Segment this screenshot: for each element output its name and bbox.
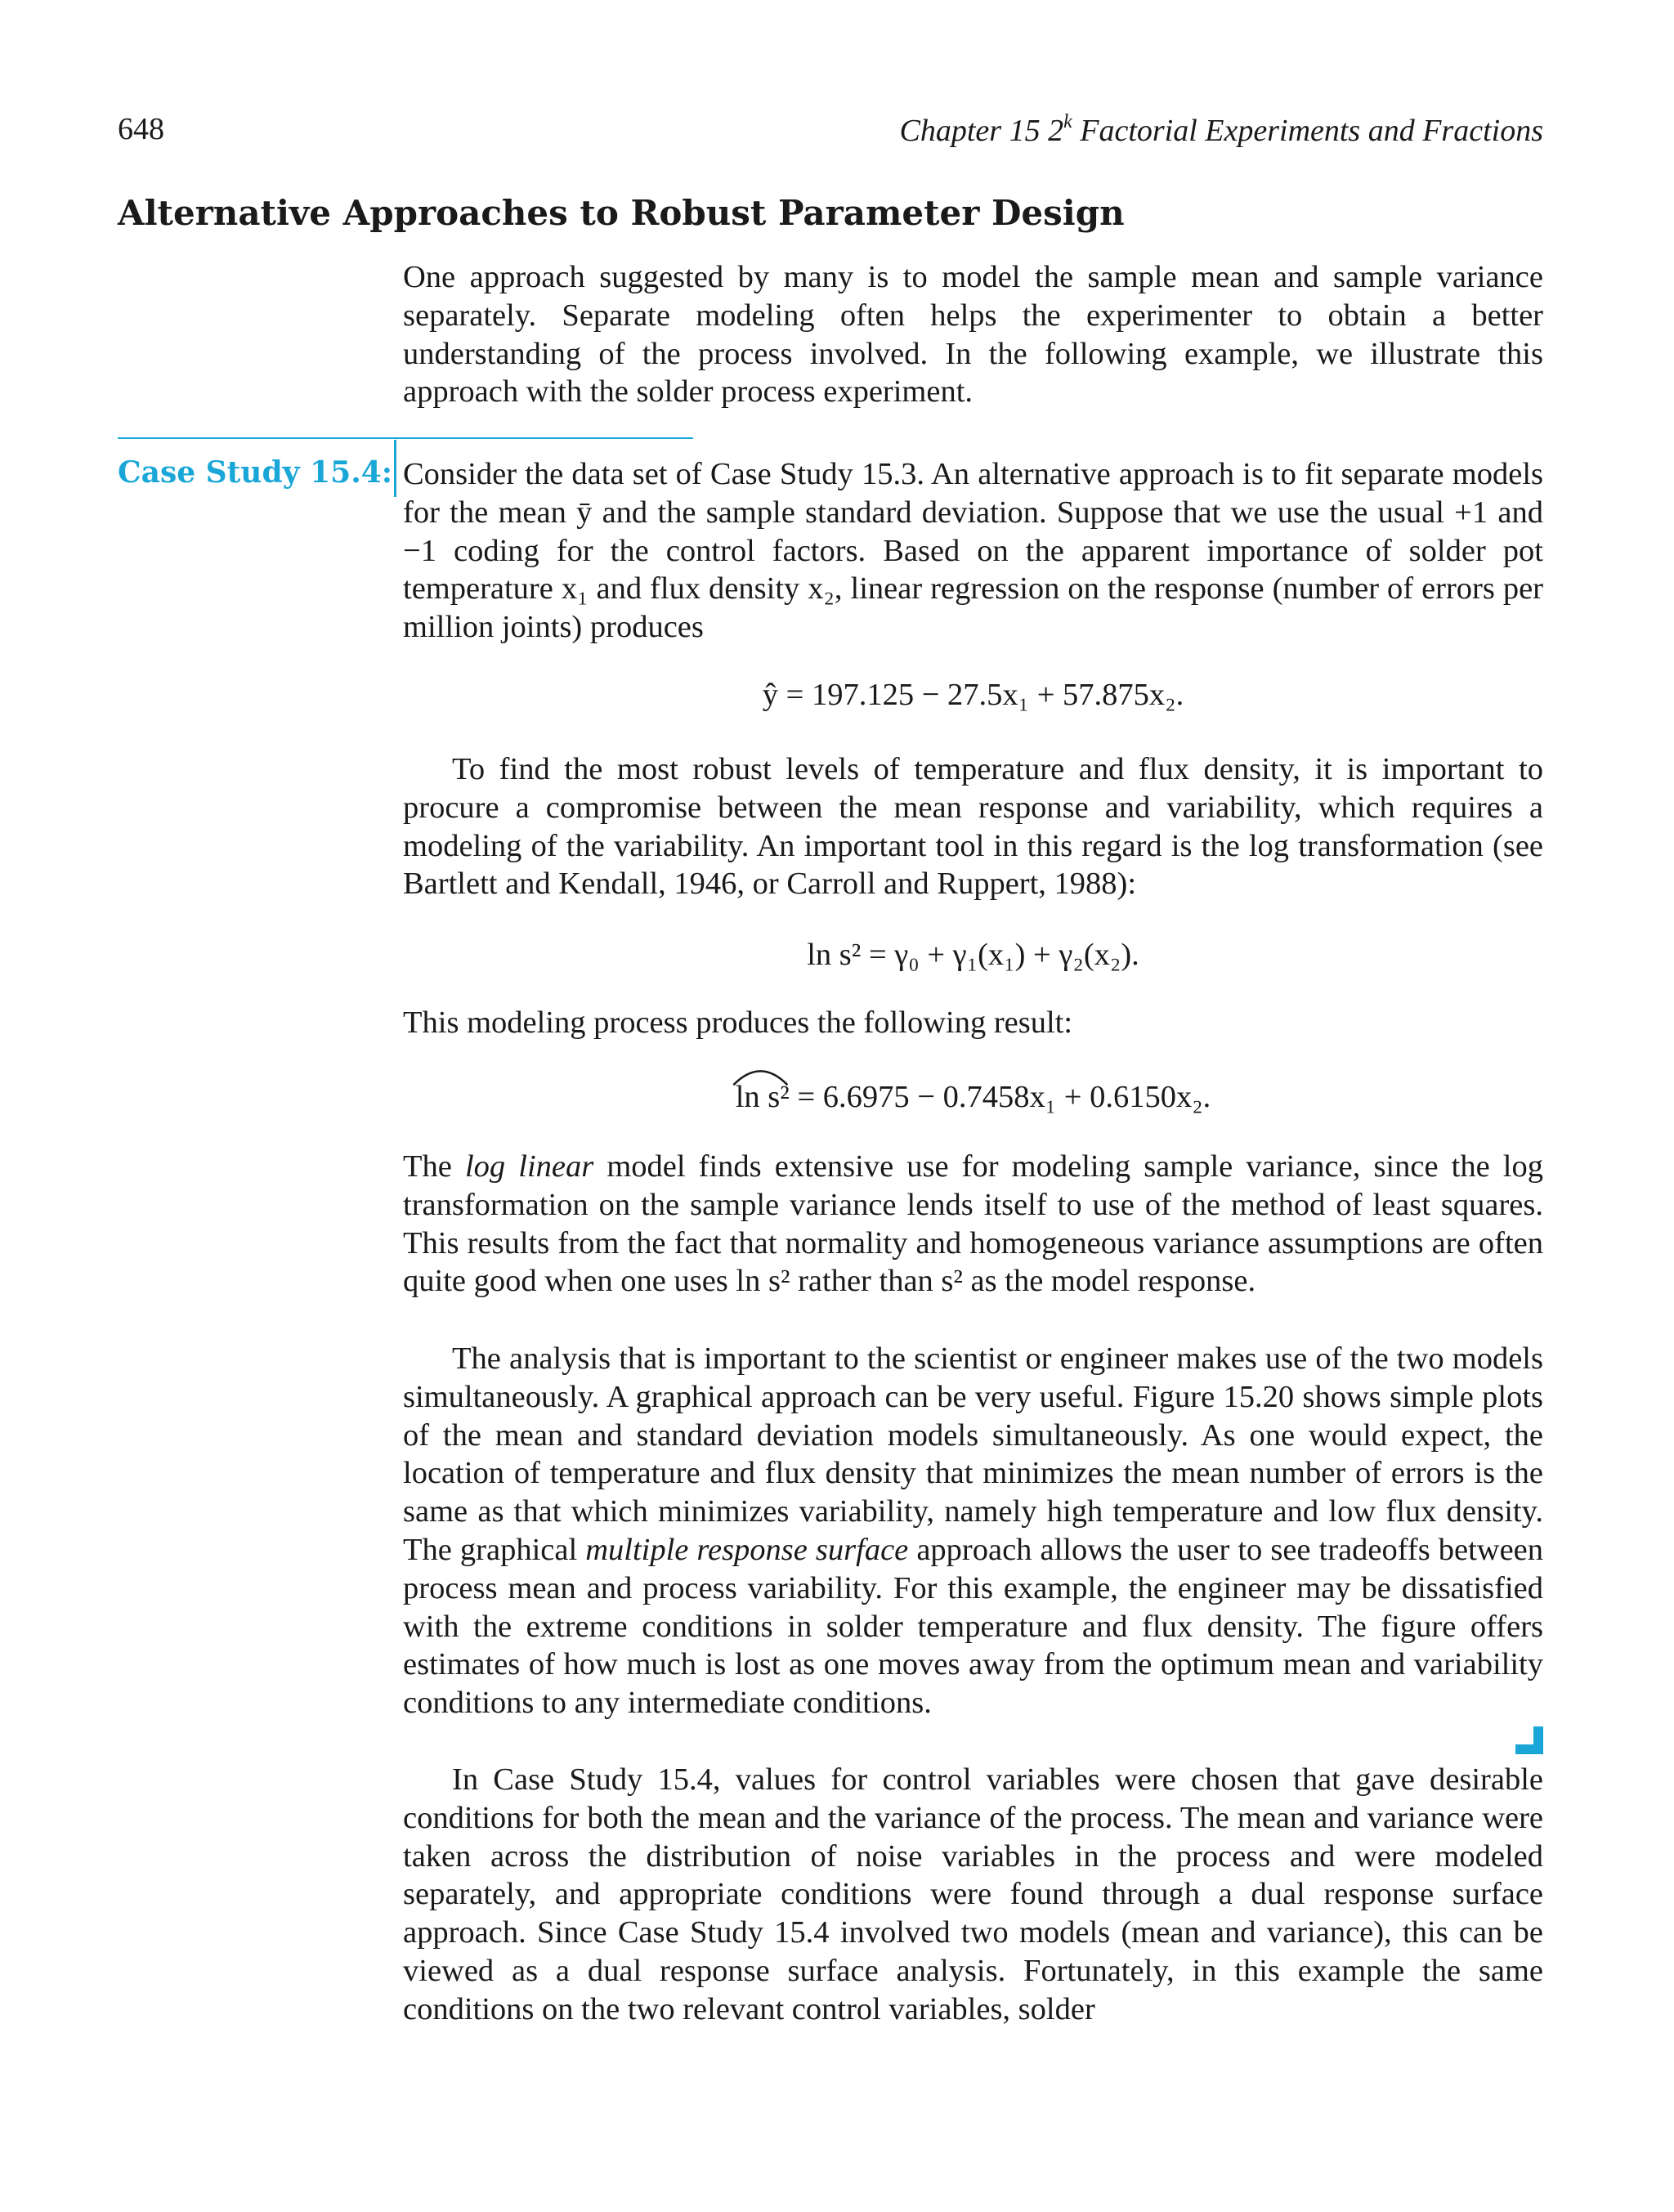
case-study-paragraph-3: This modeling process produces the following result: [403,1005,1073,1040]
equation-fitted-log-variance [403,1079,1543,1115]
p5-text-a: The analysis that is important to the scientist or engineer makes use of the two models simultaneously. A graphical approach can be very useful. Figure 15.20 shows simple plots of the mean and standard deviation models simultaneously. As one would expect, the location of temperature and flux density that minimizes the mean number of errors is the same as that which minimizes variability, namely high temperature and low flux density. The graphical [403,1341,1543,1567]
case-study-bar [394,440,396,497]
case-study-label: Case Study 15.4: [118,455,393,490]
case-study-paragraph-4 [403,1148,1543,1301]
p4-italic: log linear [464,1149,594,1184]
case-study-paragraph-2: To find the most robust levels of temperature and flux density, it is important to procure a compromise between the mean response and variability, which requires a modeling of the variability. An important tool in this regard is the log transformation (see Bartlett and Kendall, 1946, or Carroll and Ruppert, 1988): [403,752,1543,902]
case-study-paragraph-1: Consider the data set of Case Study 15.3. An alternative approach is to fit separate models for the mean ȳ and the sample standard deviation. Suppose that we use the usual +1 and −1 coding for the control factors. Based on the apparent importance of solder pot temperature x₁ and flux density x₂, linear regression on the response (number of errors per million joints) produces [403,457,1543,645]
section-title: Alternative Approaches to Robust Parameter Design [118,193,1125,233]
wide-hat-term [736,1079,790,1115]
closing-paragraph: In Case Study 15.4, values for control variables were chosen that gave desirable conditions for both the mean and the variance of the process. The mean and variance were taken across the distribution of noise variables in the process and were modeled separately, and appropriate conditions were found through a dual response surface approach. Since Case Study 15.4 involved two models (mean and variance), this can be viewed as a dual response surface analysis. Fortunately, in this example the same conditions on the two relevant control variables, solder [403,1762,1543,2026]
running-head-prefix: Chapter 15 2 [899,114,1064,148]
p4-text-a: The [403,1149,465,1184]
case-study-paragraph-5 [403,1340,1543,1722]
p5-italic: multiple response surface [585,1532,909,1567]
p5-text-b: approach allows the user to see tradeoffs between process mean and process variability. For this example, the engineer may be dissatisfied with the extreme conditions in solder temperature and flux density. The figure offers estimates of how much is lost as one moves away from the optimum mean and variability conditions to any intermediate conditions. [403,1532,1543,1721]
running-head-suffix: Factorial Experiments and Fractions [1072,114,1543,148]
page-number: 648 [118,112,164,146]
wide-hat-arc [732,1064,789,1087]
equation-log-variance: ln s² = γ₀ + γ₁(x₁) + γ₂(x₂). [807,938,1139,972]
fitted-log-variance-rhs: = 6.6975 − 0.7458x₁ + 0.6150x₂. [789,1080,1211,1114]
running-head [900,111,1543,149]
p4-text-b: model finds extensive use for modeling sample variance, since the log transformation on the sample variance lends itself to use of the method of least squares. This results from the fact that normality and homogeneous variance assumptions are often quite good when one uses ln s² rather than s² as the model response. [403,1149,1543,1299]
running-head-exponent: k [1063,111,1072,132]
equation-mean-model: ŷ = 197.125 − 27.5x₁ + 57.875x₂. [762,678,1184,712]
case-study-end-icon [1515,1726,1543,1754]
intro-paragraph: One approach suggested by many is to model the sample mean and sample variance separately. Separate modeling often helps the experimenter to obtain a better understanding of the process involved. In the following example, we illustrate this approach with the solder process experiment. [403,260,1543,410]
fitted-log-variance-term: ln s² [735,1080,790,1114]
page-header [118,111,1543,152]
case-study-rule [118,437,693,439]
